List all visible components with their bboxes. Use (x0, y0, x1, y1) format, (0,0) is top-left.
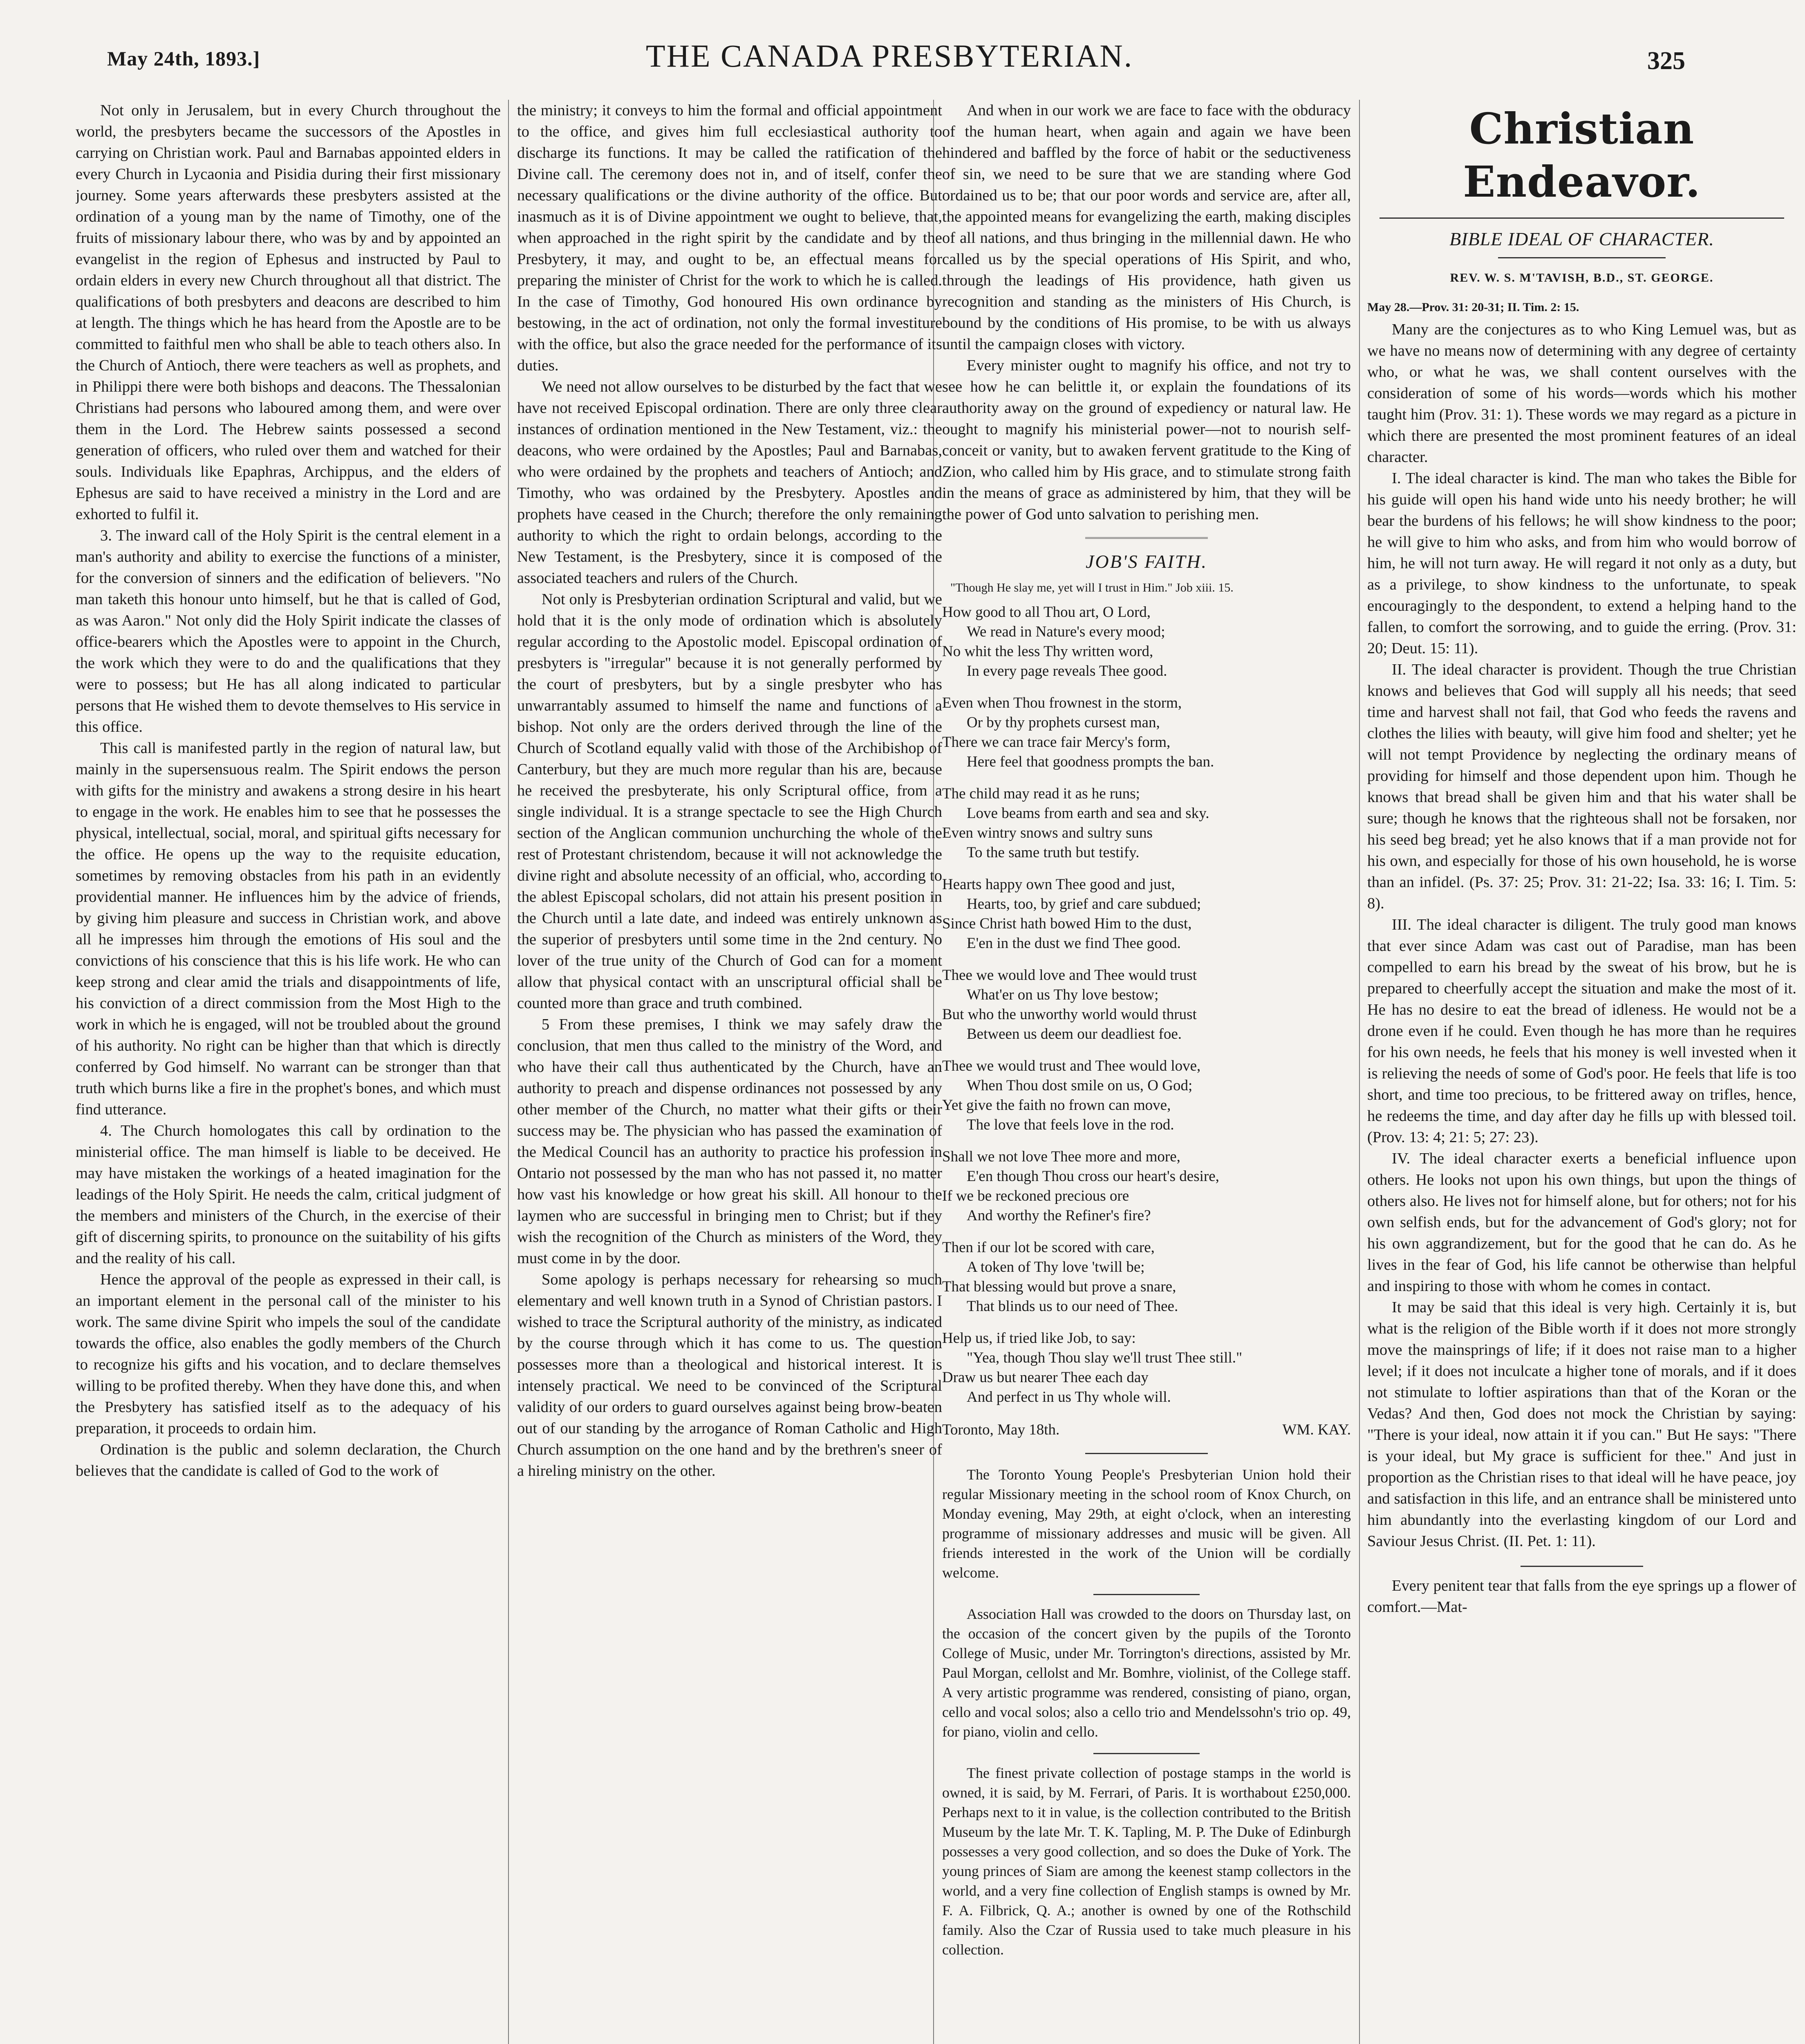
poem-stanza (942, 1056, 1351, 1135)
article-paragraph: We need not allow ourselves to be disturbed by the fact that we have not received Episcopal ordination. There are only three clear instances of ordination mentioned in the New Testament, viz.: the deacons, who were ordained by the Apostles; Paul and Barnabas, who were ordained by the prophets and teachers of Antioch; and Timothy, who was ordained by the Presbytery. Apostles and prophets have ceased in the Church; therefore the only remaining authority to which the right to ordain belongs, according to the New Testament, is the Presbytery, since it is composed of the associated teachers and rulers of the Church. (517, 378, 942, 587)
column-1 (76, 100, 501, 2044)
poem-line: Hearts happy own Thee good and just, (942, 876, 1175, 893)
poem-signature (942, 1419, 1351, 1441)
article-paragraph: Not only is Presbyterian ordination Scriptural and valid, but we hold that it is the only mode of ordination which is absolutely regular according to the Apostolic model. Episcopal ordination of presbyters is "irregular" because it is not generally performed by the court of presbyters, but by a single presbyter who has unwarrantably assumed to himself the name and functions of a bishop. Not only are the orders derived through the line of the Church of Scotland equally valid with those of the Archibishop of Canterbury, but they are much more regular than his are, because he received the presbyterate, his only Scriptural office, from a single individual. It is a strange spectacle to see the High Church section of the Anglican communion unchurching the whole of the rest of Protestant christendom, because it will not acknowledge the divine right and absolute necessity of an official, who, according to the ablest Episcopal scholars, did not attain his present position in the Church until a late date, and indeed was entirely unknown as the superior of presbyters until some time in the 2nd century. No lover of the true unity of the Church of God can for a moment allow that physical contact with an unscriptural official shall be counted more than grace and truth combined. (517, 591, 942, 1012)
poem-line: Then if our lot be scored with care, (942, 1239, 1155, 1256)
article-author: REV. W. S. M'TAVISH, B.D., ST. GEORGE. (1450, 271, 1714, 285)
article-paragraph: This call is manifested partly in the region of natural law, but mainly in the supersensuous realm. The Spirit endows the person with gifts for the ministry and awakens a strong desire in his heart to engage in the work. He enables him to see that he possesses the physical, intellectual, social, moral, and spiritual gifts necessary for the office. He opens up the way to the requisite education, sometimes by removing obstacles from his path in an evidently providential manner. He influences him by the advice of friends, by giving him pleasure and success in Christian work, and above all he impresses him through the emotions of His soul and the convictions of his conscience that this is his life work. He who can keep strong and clear amid the trials and disappointments of life, his conviction of a direct commission from the Most High to the work in which he is engaged, will not be troubled about the ground of his authority. No right can be higher than that which is directly conferred by God himself. No warrant can be stronger than that truth which burns like a fire in the prophet's bones, and which must find utterance. (76, 740, 501, 1118)
poem-line: How good to all Thou art, O Lord, (942, 604, 1151, 621)
article-paragraph: IV. The ideal character exerts a beneficial influence upon others. He looks not upon his own things, but upon the things of others also. He lives not for himself alone, but for others; not for his own selfish ends, but for the advancement of God's glory; not for his own aggrandizement, but for the good that he can do. As he lives in the fear of God, his life cannot be otherwise than helpful and inspiring to those with whom he comes in contact. (1367, 1150, 1796, 1295)
poem-line: Love beams from earth and sea and sky. (967, 805, 1209, 822)
section-separator (1085, 537, 1208, 540)
poem-line: There we can trace fair Mercy's form, (942, 734, 1171, 751)
poem-stanza (942, 1238, 1351, 1316)
column-3 (942, 100, 1351, 2044)
poem-line: That blinds us to our need of Thee. (967, 1298, 1178, 1315)
poem-line: No whit the less Thy written word, (942, 643, 1153, 660)
section-separator (1093, 1594, 1200, 1595)
poem-line: Or by thy prophets cursest man, (967, 714, 1160, 731)
poem-line: The child may read it as he runs; (942, 785, 1140, 802)
poem-body (942, 603, 1351, 1407)
poem-line: We read in Nature's every mood; (967, 623, 1165, 640)
article-paragraph: 3. The inward call of the Holy Spirit is the central element in a man's authority and ability to exercise the functions of a minister, for the conversion of sinners and the edification of believers. "No man taketh this honour unto himself, but he that is called of God, as was Aaron." Not only did the Holy Spirit indicate the classes of office-bearers which the Apostles were to appoint in the Church, the work which they were to do and the qualifications that they were to possess; but He has all along indicated to particular persons that He wished them to devote themselves to His service in this office. (76, 527, 501, 735)
poem-line: Thee we would love and Thee would trust (942, 967, 1197, 984)
article-paragraph: Hence the approval of the people as expressed in their call, is an important element in the personal call of the minister to his work. The same divine Spirit who impels the soul of the candidate towards the office, also enables the godly members of the Church to recognize his gifts and his vocation, and to declare themselves willing to be profited thereby. When they have done this, and when the Presbytery has satisfied itself as to the adequacy of his preparation, it proceeds to ordain him. (76, 1271, 501, 1437)
news-paragraph: The finest private collection of postage stamps in the world is owned, it is said, by M. Ferrari, of Paris. It is worthabout £250,000. Perhaps next to it in value, is the collection contributed to the British Museum by the late Mr. T. K. Tapling, M. P. The Duke of Edinburgh possesses a very good collection, and so does the Duke of York. The young princes of Siam are among the keenest stamp collectors in the world, and a very fine collection of English stamps is owned by Mr. F. A. Filbrick, Q. A.; another is owned by one of the Rothschild family. Also the Czar of Russia used to take much pleasure in his collection. (942, 1765, 1351, 1958)
title-rule (1380, 217, 1784, 219)
article-paragraph: Ordination is the public and solemn declaration, the Church believes that the candidate is called of God to the work of (76, 1441, 501, 1479)
poem-line: Thee we would trust and Thee would love, (942, 1058, 1201, 1074)
poem-line: What'er on us Thy love bestow; (967, 986, 1159, 1003)
poem-stanza (942, 603, 1351, 681)
poem-line: Here feel that goodness prompts the ban. (967, 753, 1214, 770)
heading-rule (1498, 257, 1666, 258)
article-paragraph: Many are the conjectures as to who King Lemuel was, but as we have no means now of determining with any degree of certainty who, or what he was, we shall content ourselves with the consideration of some of his words—words which his mother taught him (Prov. 31: 1). These words we may regard as a picture in which there are presented the most prominent features of an ideal character. (1367, 321, 1796, 466)
poem-stanza (942, 784, 1351, 863)
article-paragraph: And when in our work we are face to face with the obduracy of the human heart, when again and again we have been hindered and baffled by the force of habit or the seductiveness of sin, we need to be sure that we are standing where God ordained us to be; that our poor words and service are, after all, the appointed means for evangelizing the earth, making disciples of all nations, and thus bringing in the millennial dawn. He who called us by the special operations of His Spirit, and who, through the leadings of His providence, hath given us recognition and standing as the ministers of His Church, is bound by the conditions of His promise, to be with us always until the campaign closes with victory. (942, 102, 1351, 353)
article-paragraph: Not only in Jerusalem, but in every Church throughout the world, the presbyters became the successors of the Apostles in carrying on Christian work. Paul and Barnabas appointed elders in every Church in Lycaonia and Pisidia during their first missionary journey. Some years afterwards these presbyters assisted at the ordination of a young man by the name of Timothy, one of the fruits of missionary labour there, who was by and by appointed an evangelist in the region of Ephesus and instructed by Paul to ordain elders in every new Church throughout all that district. The qualifications of both presbyters and deacons are described to him at length. The things which he has heard from the Apostle are to be committed to faithful men who shall be able to teach others also. In the Church of Antioch, there were teachers as well as prophets, and in Philippi there were both bishops and deacons. The Thessalonian Christians had persons who laboured among them, and were over them in the Lord. The Hebrew saints possessed a second generation of officers, who ruled over them and watched for their souls. Individuals like Epaphras, Archippus, and the elders of Ephesus are said to have received a ministry in the Lord and are exhorted to fulfil it. (76, 102, 501, 523)
poem-line: In every page reveals Thee good. (967, 663, 1167, 679)
article-paragraph: Every minister ought to magnify his office, and not try to see how he can belittle it, or explain the foundations of its authority away on the ground of expediency or natural law. He ought to magnify his ministerial power—not to nourish self-conceit or vanity, but to awaken fervent gratitude to the King of Zion, who called him by His grace, and to stimulate strong faith in the means of grace as administered by him, that they will be the power of God unto salvation to perishing men. (942, 357, 1351, 523)
article-paragraph: III. The ideal character is diligent. The truly good man knows that ever since Adam was cast out of Paradise, man has been compelled to earn his bread by the sweat of his brow, but he is prepared to cheerfully accept the situation and make the most of it. He has no desire to eat the bread of idleness. He would not be a drone even if he could. Even though he has more than he requires for his own needs, he feels that his money is well invested when it is relieving the needs of some of God's poor. He feels that life is too short, and time too precious, to be frittered away on trifles, hence, he redeems the time, and day after day he fills up with blessed toil. (Prov. 13: 4; 21: 5; 27: 23). (1367, 916, 1796, 1146)
section-separator (1521, 1566, 1643, 1567)
poem-line: And worthy the Refiner's fire? (967, 1207, 1151, 1224)
poem-line: When Thou dost smile on us, O God; (967, 1077, 1193, 1094)
article-paragraph: 5 From these premises, I think we may safely draw the conclusion, that men thus called to the ministry of the Word, and who have their call thus authenticated by the Church, have an authority to preach and dispense ordinances not possessed by any other member of the Church, no matter what their gifts or their success may be. The physician who has passed the examination of the Medical Council has an authority to practice his profession in Ontario not possessed by the man who has not passed it, no matter how vast his knowledge or how great his skill. All honour to the laymen who are successful in bringing men to Christ; but if they wish the recognition of the Church as ministers of the Word, they must come in by the door. (517, 1016, 942, 1267)
article-paragraph: Some apology is perhaps necessary for rehearsing so much elementary and well known truth in a Synod of Christian pastors. I wished to trace the Scriptural authority of the ministry, as indicated by the course through which it has come to us. The question possesses more than a theological and historical interest. It is intensely practical. We need to be convinced of the Scriptural validity of our orders to guard ourselves against being brow-beaten out of our standing by the arrogance of Roman Catholic and High Church assumption on the one hand and by the brethren's sneer of a hireling ministry on the other. (517, 1271, 942, 1479)
poem-line: Hearts, too, by grief and care subdued; (967, 896, 1201, 912)
scripture-reference: May 28.—Prov. 31: 20-31; II. Tim. 2: 15. (1367, 300, 1579, 314)
poem-line: E'en in the dust we find Thee good. (967, 935, 1181, 952)
poem-stanza (942, 966, 1351, 1044)
poem-author: WM. KAY. (1282, 1421, 1351, 1438)
poem-line: Even wintry snows and sultry suns (942, 825, 1153, 841)
section-separator (1093, 1753, 1200, 1754)
poem-line: E'en though Thou cross our heart's desire, (967, 1168, 1219, 1185)
poem-line: A token of Thy love 'twill be; (967, 1259, 1145, 1275)
poem-stanza (942, 875, 1351, 953)
poem-line: Yet give the faith no frown can move, (942, 1097, 1171, 1114)
section-title: Christian Endeavor. (1463, 103, 1701, 207)
poem-epigraph: "Though He slay me, yet will I trust in Him." Job xiii. 15. (950, 581, 1234, 594)
page-number: 325 (1647, 47, 1685, 75)
poem-line: That blessing would but prove a snare, (942, 1278, 1176, 1295)
column-4 (1367, 100, 1796, 2044)
poem-line: And perfect in us Thy whole will. (967, 1389, 1171, 1405)
section-separator (1085, 1453, 1208, 1454)
poem-stanza (942, 1329, 1351, 1407)
poem-place-date: Toronto, May 18th. (942, 1421, 1060, 1438)
poem-line: "Yea, though Thou slay we'll trust Thee still." (967, 1349, 1243, 1366)
poem-title: JOB'S FAITH. (1086, 551, 1207, 572)
column-divider (1359, 100, 1360, 2044)
issue-date: May 24th, 1893.] (107, 47, 260, 70)
poem-line: Even when Thou frownest in the storm, (942, 695, 1182, 711)
poem-stanza (942, 1147, 1351, 1226)
article-paragraph: the ministry; it conveys to him the formal and official appointment to the office, and gives him full ecclesiastical authority to discharge its functions. It may be called the ratification of the Divine call. The ceremony does not in, and of itself, confer the necessary qualifications or the divine authority of the office. But inasmuch as it is of Divine appointment we ought to believe, that, when approached in the right spirit by the candidate and by the Presbytery, it may, and ought to be, an effectual means for preparing the minister of Christ for the work to which he is called. In the case of Timothy, God honoured His own ordinance by bestowing, in the act of ordination, not only the formal investiture with the office, but also the grace needed for the performance of its duties. (517, 102, 942, 374)
newspaper-title: THE CANADA PRESBYTERIAN. (646, 38, 1133, 74)
poem-line: If we be reckoned precious ore (942, 1188, 1129, 1204)
news-paragraph: Association Hall was crowded to the doors on Thursday last, on the occasion of the concert given by the pupils of the Toronto College of Music, under Mr. Torrington's directions, assisted by Mr. Paul Morgan, cellolst and Mr. Bomhre, violinist, of the College staff. A very artistic programme was rendered, consisting of piano, organ, cello and vocal solos; also a cello trio and Mendelssohn's trio op. 49, for piano, violin and cello. (942, 1606, 1351, 1740)
page-header (0, 0, 1805, 94)
poem-line: But who the unworthy world would thrust (942, 1006, 1197, 1023)
news-items (942, 1465, 1351, 1959)
article-paragraph: II. The ideal character is provident. Though the true Christian knows and believes that God will supply all his needs; that seed time and harvest shall not fail, that God who feeds the ravens and clothes the lilies with beauty, will give him food and shelter; yet he will not tempt Providence by neglecting the ordinary means of providing for himself and those dependent upon him. Though he knows that bread shall be given him and that his water shall be sure; though he knows that the righteous shall not be forsaken, nor his seed beg bread; yet he also knows that if a man provide not for his own, and especially for those of his own household, he is worse than an infidel. (Ps. 37: 25; Prov. 31: 21-22; Isa. 33: 16; I. Tim. 5: 8). (1367, 661, 1796, 912)
closing-quote: Every penitent tear that falls from the eye springs up a flower of comfort.—Mat- (1367, 1577, 1796, 1616)
poem-line: Draw us but nearer Thee each day (942, 1369, 1149, 1386)
poem-line: The love that feels love in the rod. (967, 1116, 1174, 1133)
poem-line: Help us, if tried like Job, to say: (942, 1330, 1136, 1347)
article-heading: BIBLE IDEAL OF CHARACTER. (1449, 229, 1714, 249)
article-paragraph: I. The ideal character is kind. The man who takes the Bible for his guide will open his hand wide unto his needy brother; he will bear the burdens of his fellows; he will show kindness to the poor; he will give to him who asks, and from him who would borrow of him, he will not turn away. He will regard it not only as a duty, but as a privilege, to show kindness to the unfortunate, to speak encouragingly to the despondent, to extend a helping hand to the fallen, to comfort the sorrowing, and to guide the erring. (Prov. 31: 20; Deut. 15: 11). (1367, 470, 1796, 657)
column-2 (517, 100, 942, 2044)
poem-line: Between us deem our deadliest foe. (967, 1026, 1182, 1042)
poem-line: Shall we not love Thee more and more, (942, 1148, 1180, 1165)
poem-line: Since Christ hath bowed Him to the dust, (942, 915, 1192, 932)
poem-line: To the same truth but testify. (967, 844, 1140, 861)
column-divider (508, 100, 509, 2044)
news-paragraph: The Toronto Young People's Presbyterian Union hold their regular Missionary meeting in the school room of Knox Church, on Monday evening, May 29th, at eight o'clock, when an interesting programme of missionary addresses and music will be given. All friends interested in the work of the Union will be cordially welcome. (942, 1466, 1351, 1581)
article-paragraph: It may be said that this ideal is very high. Certainly it is, but what is the religion of the Bible worth if it does not more strongly move the mainsprings of life; if it does not raise man to a higher level; if it does not inculcate a higher tone of morals, and if it does not stimulate to loftier aspirations than that of the Koran or the Vedas? And then, God does not mock the Christian by saying: "There is your ideal, now attain it if you can." But He says: "There is your ideal, but My grace is sufficient for thee." And just in proportion as the Christian rises to that ideal will he have peace, joy and satisfaction in this life, and an entrance shall be ministered unto him abundantly into the everlasting kingdom of our Lord and Saviour Jesus Christ. (II. Pet. 1: 11). (1367, 1299, 1796, 1550)
article-paragraph: 4. The Church homologates this call by ordination to the ministerial office. The man himself is liable to be deceived. He may have mistaken the workings of a heated imagination for the leadings of the Holy Spirit. He needs the calm, critical judgment of the members and ministers of the Church, in the exercise of their gift of discerning spirits, to pronounce on the suitability of his gifts and the reality of his call. (76, 1122, 501, 1267)
poem-stanza (942, 693, 1351, 772)
